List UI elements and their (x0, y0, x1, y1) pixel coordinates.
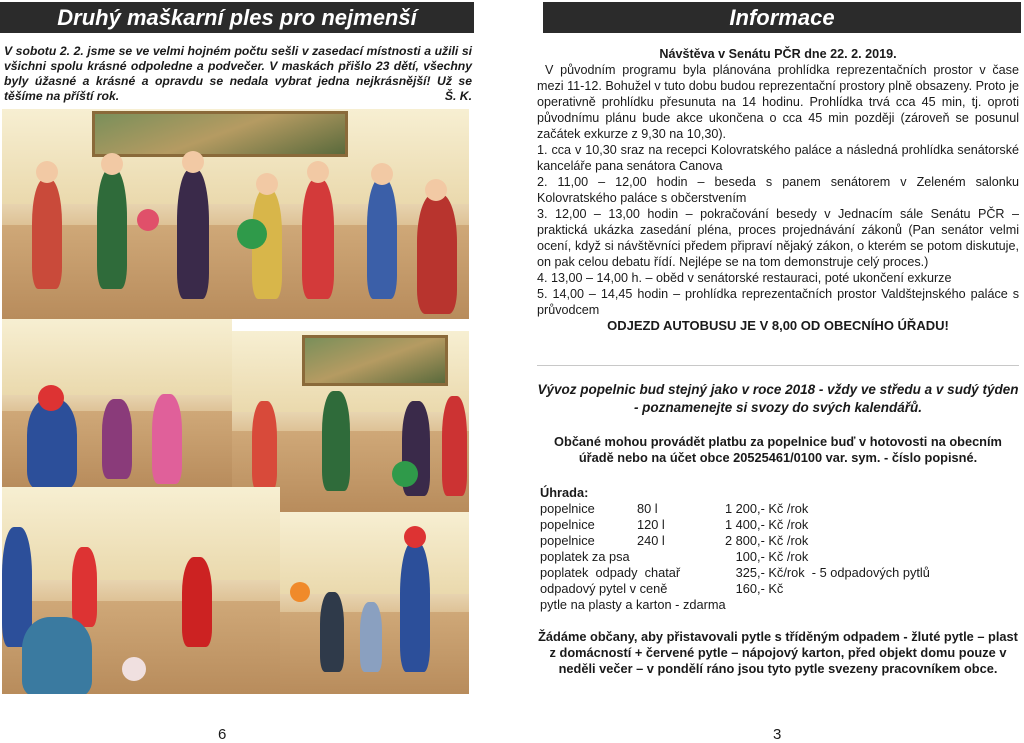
visit-body (537, 62, 1019, 334)
intro-text (4, 44, 472, 104)
bins-notice: Vývoz popelnic bud stejný jako v roce 2018 - vždy ve středu a v sudý týden - poznamenejte si svozy do svých kalendářů. (537, 382, 1019, 415)
fees-heading: Úhrada: (540, 485, 589, 500)
bus-departure: ODJEZD AUTOBUSU JE V 8,00 OD OBECNÍHO ÚŘADU! (607, 318, 949, 333)
fee-price: 2 800,- Kč /rok (725, 533, 809, 548)
visit-item-2: 2. 11,00 – 12,00 hodin – beseda s panem senátorem v Zeleném salonku Kolovratského paláce s občerstvením (537, 175, 1019, 205)
visit-paragraph: V původním programu byla plánována prohlídka reprezentačních prostor v čase mezi 11-12. Bohužel v tuto dobu budou reprezentační prostory plně obsazeny. Proto je operativně prohlídku přesunuta na 14 hodinu. Prohlídka trvá cca 45 min, tj. oproti původnímu plánu bude akce ukončena o cca 45 min později (zároveň se posunul začátek exkurze z 9,30 na 10,30). (537, 63, 1019, 141)
fee-item: poplatek za psa (540, 549, 630, 564)
fee-item: popelnice (540, 517, 595, 532)
photo-children-costumes (2, 109, 469, 319)
fee-price: 1 400,- Kč /rok (725, 517, 809, 532)
left-heading: Druhý maškarní ples pro nejmenší (0, 2, 474, 33)
visit-title: Návštěva v Senátu PČR dne 22. 2. 2019. (659, 47, 897, 61)
fee-row (537, 565, 1019, 581)
plastic-bags-free: pytle na plasty a karton - zdarma (540, 597, 726, 612)
divider (537, 365, 1019, 366)
fee-row (537, 533, 1019, 549)
fee-row (537, 581, 1019, 597)
visit-item-5: 5. 14,00 – 14,45 hodin – prohlídka reprezentačních prostor Valdštejnského paláce s průvodcem (537, 287, 1019, 317)
fee-row (537, 517, 1019, 533)
intro-paragraph: V sobotu 2. 2. jsme se ve velmi hojném počtu sešli v zasedací místnosti a užili si všichni spolu krásné odpoledne a podvečer. V maskách přišlo 23 dětí, všechny byly úžasné a krásné a opravdu se nedala vybrat jedna nejkrásnější! Už se těšíme na příští rok. (4, 44, 472, 103)
left-page-number: 6 (218, 726, 227, 743)
fee-row (537, 549, 1019, 565)
fee-plastic (537, 597, 1019, 613)
fee-price: 1 200,- Kč /rok (725, 501, 809, 516)
right-heading: Informace (543, 2, 1021, 33)
right-page-number: 3 (773, 726, 782, 743)
fee-item: odpadový pytel v ceně (540, 581, 668, 596)
signature: Š. K. (444, 89, 472, 103)
visit-item-1: 1. cca v 10,30 sraz na recepci Kolovratského paláce a následná prohlídka senátorské kanceláře pana senátora Canova (537, 143, 1019, 173)
fees-table (537, 485, 1019, 613)
photo-kids-balloons (280, 512, 469, 694)
fee-size: 80 l (637, 501, 658, 516)
photo-party-room (2, 319, 232, 487)
fee-item: poplatek odpady chatař (540, 565, 681, 580)
payment-notice: Občané mohou provádět platbu za popelnice buď v hotovosti na obecním úřadě nebo na účet obce 20525461/0100 var. sym. - číslo popisné. (554, 434, 1002, 465)
sorting-notice: Žádáme občany, aby přistavovali pytle s tříděným odpadem - žluté pytle – plast z domácností + červené pytle – nápojový karton, před objekt domu pouze v neděli večer – v pondělí ráno jsou tyto pytle svezeny pracovníkem obce. (538, 629, 1018, 676)
fee-price: 100,- Kč /rok (725, 549, 809, 564)
fee-item: popelnice (540, 501, 595, 516)
fee-size: 120 l (637, 517, 665, 532)
fee-size: 240 l (637, 533, 665, 548)
fee-price: 160,- Kč (725, 581, 784, 596)
photo-masks-circle (232, 331, 469, 512)
fee-price: 325,- Kč/rok - 5 odpadových pytlů (725, 565, 930, 580)
fee-row (537, 501, 1019, 517)
visit-item-4: 4. 13,00 – 14,00 h. – oběd v senátorské restauraci, poté ukončení exkurze (537, 271, 952, 285)
visit-item-3: 3. 12,00 – 13,00 hodin – pokračování besedy v Jednacím sále Senátu PČR – praktická ukázka zasedání pléna, proces projednávání zákonů (Pan senátor velmi ocení, když si návštěvníci předem připraví nějaký zákon, o kterém se potom diskutuje, on pak celou debatu řídí. Nejlépe se na tom demonstruje celý proces.) (537, 207, 1019, 269)
fee-item: popelnice (540, 533, 595, 548)
left-page (0, 0, 480, 741)
photo-kids-playing (2, 487, 280, 694)
right-page (535, 0, 1024, 741)
